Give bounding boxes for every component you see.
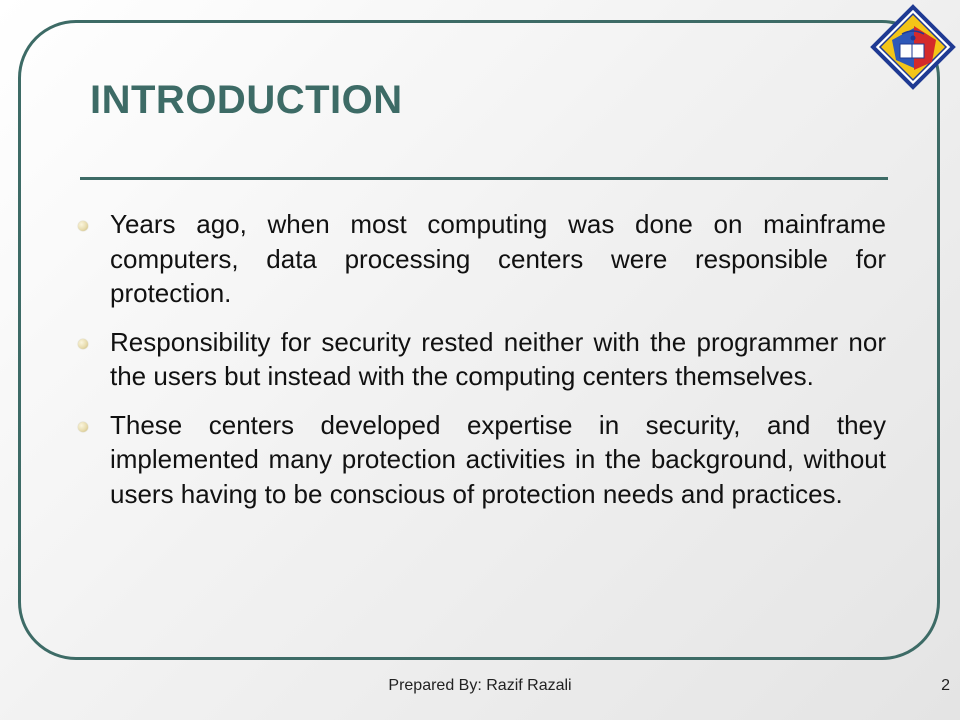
title-divider bbox=[80, 177, 888, 180]
bullet-dot-icon bbox=[78, 339, 88, 349]
bullet-text: These centers developed expertise in security, and they implemented many protection activities in the background, without users having to be conscious of protection needs and practices. bbox=[110, 409, 886, 509]
bullet-text: Years ago, when most computing was done on mainframe computers, data processing centers were responsible for protection. bbox=[110, 209, 886, 308]
bullet-item bbox=[74, 207, 886, 311]
footer-text: Prepared By: Razif Razali bbox=[388, 677, 572, 694]
bullet-item bbox=[74, 408, 886, 512]
bullet-dot-icon bbox=[78, 422, 88, 432]
slide-title: INTRODUCTION bbox=[90, 78, 403, 122]
bullet-item bbox=[74, 325, 886, 394]
page-number: 2 bbox=[941, 677, 950, 694]
college-crest-icon bbox=[870, 4, 956, 90]
bullet-text: Responsibility for security rested neither with the programmer nor the users but instead with the computing centers themselves. bbox=[110, 326, 886, 391]
bullet-list bbox=[74, 207, 886, 525]
bullet-dot-icon bbox=[78, 221, 88, 231]
